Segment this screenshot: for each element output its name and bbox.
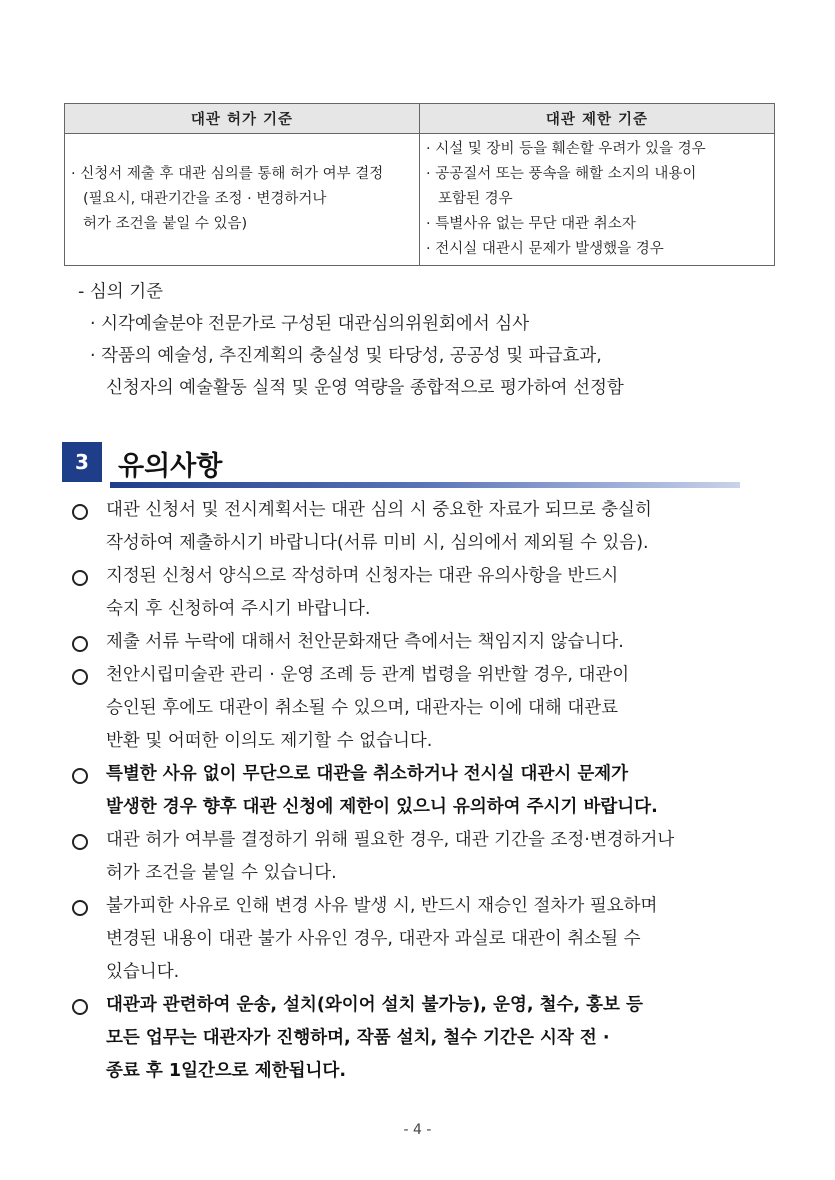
restriction-line: · 전시실 대관시 문제가 발생했을 경우	[426, 241, 664, 257]
note-line: 모든 업무는 대관자가 진행하며, 작품 설치, 철수 기간은 시작 전 ·	[106, 1028, 610, 1048]
note-item	[70, 626, 776, 659]
note-line: 작성하여 제출하시기 바랍니다(서류 미비 시, 심의에서 제외될 수 있음).	[106, 533, 649, 553]
note-item	[70, 659, 776, 758]
note-line: 반환 및 어떠한 이의도 제기할 수 없습니다.	[106, 731, 433, 751]
note-line: 제출 서류 누락에 대해서 천안문화재단 측에서는 책임지지 않습니다.	[106, 632, 624, 652]
review-criteria-item: · 시각예술분야 전문가로 구성된 대관심의위원회에서 심사	[90, 314, 530, 334]
note-line: 발생한 경우 향후 대관 신청에 제한이 있으니 유의하여 주시기 바랍니다.	[106, 797, 658, 817]
note-line: 대관 허가 여부를 결정하기 위해 필요한 경우, 대관 기간을 조정·변경하거나	[106, 830, 675, 850]
note-line: 있습니다.	[106, 962, 180, 982]
circle-bullet-icon	[72, 570, 88, 586]
section-underline	[110, 482, 740, 488]
note-line: 숙지 후 신청하여 주시기 바랍니다.	[106, 599, 371, 619]
header-permit-criteria: 대관 허가 기준	[65, 104, 420, 134]
circle-bullet-icon	[72, 636, 88, 652]
permit-line: (필요시, 대관기간을 조정 · 변경하거나	[83, 191, 327, 207]
page-number: - 4 -	[403, 1122, 432, 1138]
review-criteria	[78, 276, 778, 404]
review-criteria-heading: - 심의 기준	[78, 282, 164, 302]
permit-line: · 신청서 제출 후 대관 심의를 통해 허가 여부 결정	[71, 166, 384, 182]
note-item	[70, 824, 776, 890]
restriction-criteria-cell	[420, 134, 775, 266]
table-body-row	[65, 134, 775, 266]
restriction-line: · 특별사유 없는 무단 대관 취소자	[426, 216, 636, 232]
restriction-line: · 공공질서 또는 풍속을 해할 소지의 내용이	[426, 166, 697, 182]
circle-bullet-icon	[72, 834, 88, 850]
section-title: 유의사항	[118, 451, 223, 482]
note-item	[70, 758, 776, 824]
review-criteria-item-cont: 신청자의 예술활동 실적 및 운영 역량을 종합적으로 평가하여 선정함	[106, 378, 624, 398]
note-item	[70, 989, 776, 1088]
criteria-table	[64, 103, 775, 266]
note-item	[70, 560, 776, 626]
restriction-line: · 시설 및 장비 등을 훼손할 우려가 있을 경우	[426, 141, 706, 157]
note-line: 지정된 신청서 양식으로 작성하며 신청자는 대관 유의사항을 반드시	[106, 566, 619, 586]
header-restriction-criteria: 대관 제한 기준	[420, 104, 775, 134]
circle-bullet-icon	[72, 900, 88, 916]
circle-bullet-icon	[72, 999, 88, 1015]
permit-criteria-cell	[65, 134, 420, 266]
note-line: 승인된 후에도 대관이 취소될 수 있으며, 대관자는 이에 대해 대관료	[106, 698, 619, 718]
permit-line: 허가 조건을 붙일 수 있음)	[83, 216, 248, 232]
note-line: 허가 조건을 붙일 수 있습니다.	[106, 863, 337, 883]
note-line: 대관과 관련하여 운송, 설치(와이어 설치 불가능), 운영, 철수, 홍보 등	[106, 995, 643, 1015]
circle-bullet-icon	[72, 768, 88, 784]
restriction-line: 포함된 경우	[438, 191, 513, 207]
notes-list	[70, 494, 776, 1088]
note-line: 특별한 사유 없이 무단으로 대관을 취소하거나 전시실 대관시 문제가	[106, 764, 629, 784]
note-item	[70, 494, 776, 560]
review-criteria-item: · 작품의 예술성, 추진계획의 충실성 및 타당성, 공공성 및 파급효과,	[90, 346, 602, 366]
note-line: 종료 후 1일간으로 제한됩니다.	[106, 1061, 346, 1081]
circle-bullet-icon	[72, 504, 88, 520]
table-header-row	[65, 104, 775, 134]
note-line: 천안시립미술관 관리 · 운영 조례 등 관계 법령을 위반할 경우, 대관이	[106, 665, 630, 685]
note-item	[70, 890, 776, 989]
note-line: 대관 신청서 및 전시계획서는 대관 심의 시 중요한 자료가 되므로 충실히	[106, 500, 652, 520]
circle-bullet-icon	[72, 669, 88, 685]
section-header	[62, 442, 742, 484]
note-line: 불가피한 사유로 인해 변경 사유 발생 시, 반드시 재승인 절차가 필요하며	[106, 896, 658, 916]
section-number: 3	[62, 442, 102, 482]
note-line: 변경된 내용이 대관 불가 사유인 경우, 대관자 과실로 대관이 취소될 수	[106, 929, 641, 949]
